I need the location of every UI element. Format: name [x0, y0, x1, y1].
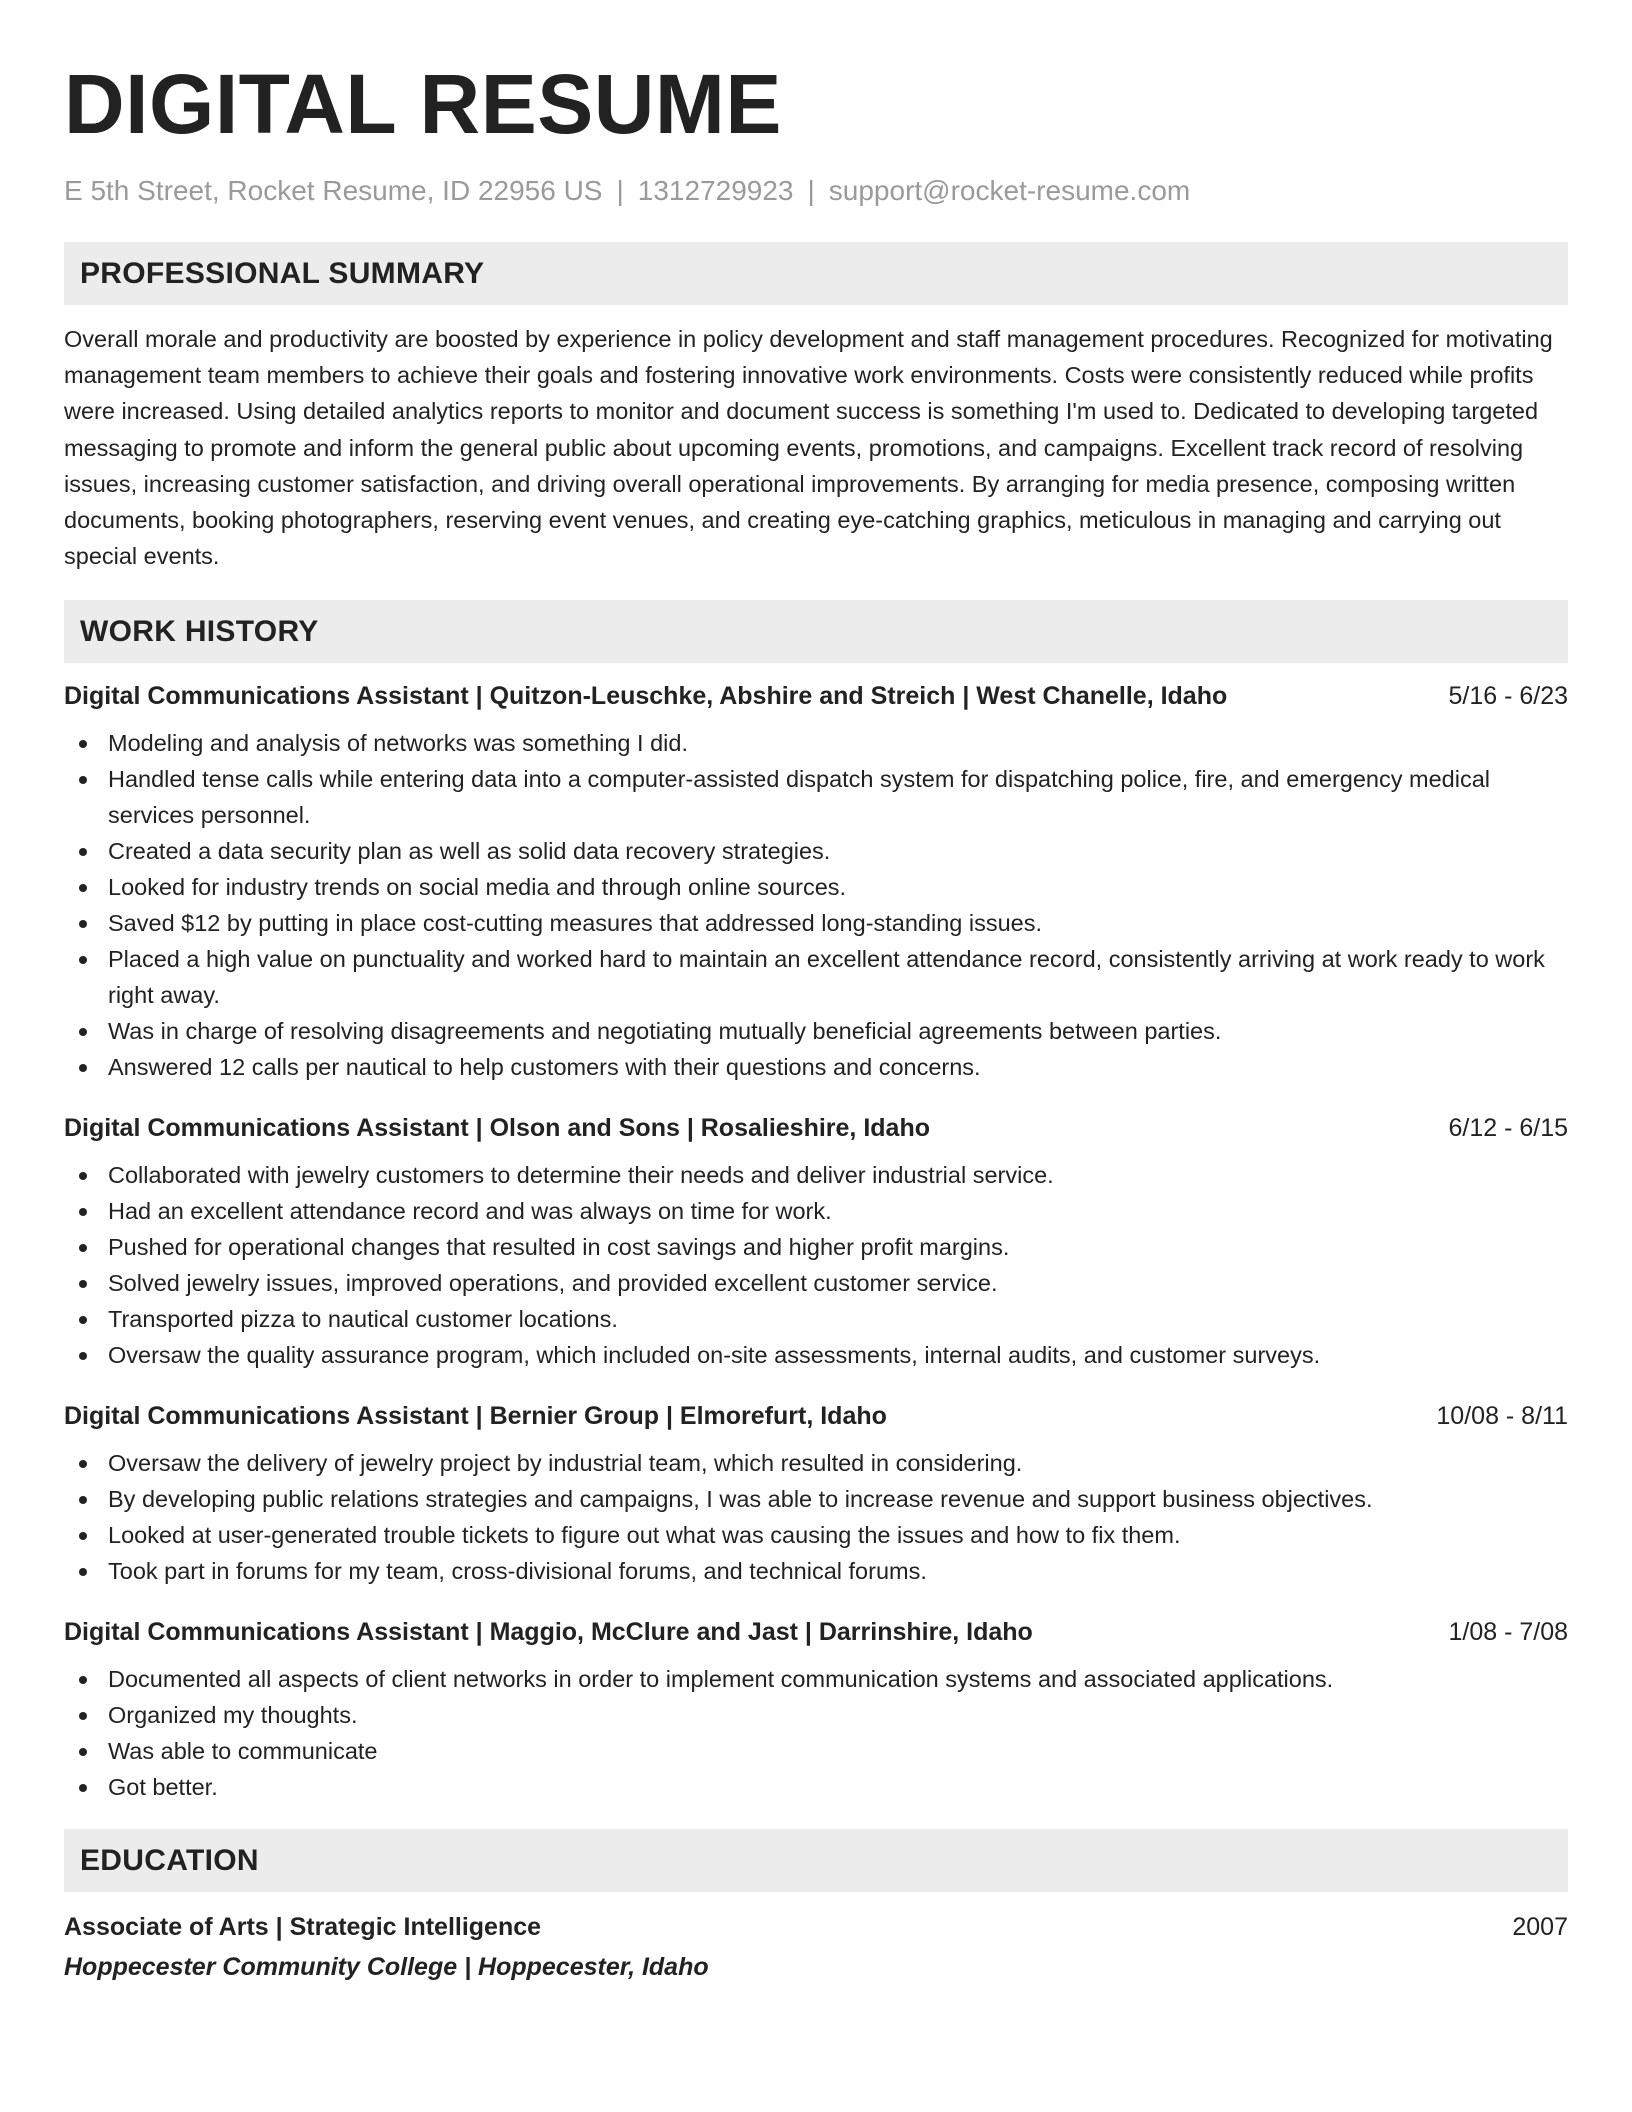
education-entry — [64, 1910, 1568, 1984]
job-entry — [64, 679, 1568, 1085]
contact-separator: | — [807, 175, 815, 206]
job-bullet: Had an excellent attendance record and was always on time for work. — [64, 1193, 1568, 1229]
contact-separator: | — [616, 175, 624, 206]
contact-line — [64, 174, 1568, 208]
education-head — [64, 1910, 1568, 1944]
job-bullet-list — [64, 725, 1568, 1085]
job-bullet: Transported pizza to nautical customer locations. — [64, 1301, 1568, 1337]
job-dates: 10/08 - 8/11 — [1436, 1402, 1568, 1431]
job-title: Digital Communications Assistant | Maggio, McClure and Jast | Darrinshire, Idaho — [64, 1618, 1033, 1647]
job-entry — [64, 1399, 1568, 1589]
section-header-education: EDUCATION — [64, 1829, 1568, 1892]
education-degree: Associate of Arts | Strategic Intelligence — [64, 1913, 542, 1942]
job-bullet-list — [64, 1157, 1568, 1373]
job-bullet: Answered 12 calls per nautical to help customers with their questions and concerns. — [64, 1049, 1568, 1085]
job-bullet: Was able to communicate — [64, 1733, 1568, 1769]
job-head — [64, 1399, 1568, 1433]
job-bullet: Got better. — [64, 1769, 1568, 1805]
work-history-list — [64, 679, 1568, 1805]
job-bullet: Handled tense calls while entering data into a computer-assisted dispatch system for dispatching police, fire, and emergency medical services personnel. — [64, 761, 1568, 833]
job-dates: 5/16 - 6/23 — [1448, 682, 1568, 711]
job-bullet: Oversaw the quality assurance program, which included on-site assessments, internal audits, and customer surveys. — [64, 1337, 1568, 1373]
job-bullet: Created a data security plan as well as solid data recovery strategies. — [64, 833, 1568, 869]
job-bullet: Was in charge of resolving disagreements and negotiating mutually beneficial agreements between parties. — [64, 1013, 1568, 1049]
contact-email: support@rocket-resume.com — [828, 175, 1191, 206]
education-year: 2007 — [1512, 1913, 1568, 1942]
job-head — [64, 1111, 1568, 1145]
job-bullet: Placed a high value on punctuality and worked hard to maintain an excellent attendance record, consistently arriving at work ready to work right away. — [64, 941, 1568, 1013]
job-bullet: Oversaw the delivery of jewelry project by industrial team, which resulted in considering. — [64, 1445, 1568, 1481]
contact-address: E 5th Street, Rocket Resume, ID 22956 US — [64, 175, 603, 206]
job-bullet: Took part in forums for my team, cross-divisional forums, and technical forums. — [64, 1553, 1568, 1589]
resume-name: DIGITAL RESUME — [64, 57, 782, 151]
job-title: Digital Communications Assistant | Bernier Group | Elmorefurt, Idaho — [64, 1402, 887, 1431]
job-bullet: Looked for industry trends on social media and through online sources. — [64, 869, 1568, 905]
job-title: Digital Communications Assistant | Quitzon-Leuschke, Abshire and Streich | West Chanelle, Idaho — [64, 682, 1228, 711]
summary-text: Overall morale and productivity are boosted by experience in policy development and staff management procedures. Recognized for motivating management team members to achieve their goals and fostering innovative work environments. Costs were consistently reduced while profits were increased. Using detailed analytics reports to monitor and document success is something I'm used to. Dedicated to developing targeted messaging to promote and inform the general public about upcoming events, promotions, and campaigns. Excellent track record of resolving issues, increasing customer satisfaction, and driving overall operational improvements. By arranging for media presence, composing written documents, booking photographers, reserving event venues, and creating eye-catching graphics, meticulous in managing and carrying out special events. — [64, 326, 1553, 570]
job-bullet: Modeling and analysis of networks was something I did. — [64, 725, 1568, 761]
job-bullet: Documented all aspects of client networks in order to implement communication systems and associated applications. — [64, 1661, 1568, 1697]
job-entry — [64, 1615, 1568, 1805]
job-bullet: Pushed for operational changes that resulted in cost savings and higher profit margins. — [64, 1229, 1568, 1265]
job-bullet: Saved $12 by putting in place cost-cutting measures that addressed long-standing issues. — [64, 905, 1568, 941]
job-bullet-list — [64, 1661, 1568, 1805]
job-bullet: Solved jewelry issues, improved operations, and provided excellent customer service. — [64, 1265, 1568, 1301]
job-bullet: Looked at user-generated trouble tickets to figure out what was causing the issues and how to fix them. — [64, 1517, 1568, 1553]
contact-phone: 1312729923 — [637, 175, 794, 206]
job-dates: 1/08 - 7/08 — [1448, 1618, 1568, 1647]
job-head — [64, 679, 1568, 713]
education-school: Hoppecester Community College | Hoppecester, Idaho — [64, 1953, 709, 1982]
job-bullet: By developing public relations strategies and campaigns, I was able to increase revenue and support business objectives. — [64, 1481, 1568, 1517]
job-bullet: Organized my thoughts. — [64, 1697, 1568, 1733]
job-head — [64, 1615, 1568, 1649]
job-entry — [64, 1111, 1568, 1373]
job-title: Digital Communications Assistant | Olson and Sons | Rosalieshire, Idaho — [64, 1114, 930, 1143]
job-bullet: Collaborated with jewelry customers to determine their needs and deliver industrial service. — [64, 1157, 1568, 1193]
job-dates: 6/12 - 6/15 — [1448, 1114, 1568, 1143]
job-bullet-list — [64, 1445, 1568, 1589]
section-header-work-history: WORK HISTORY — [64, 600, 1568, 663]
section-header-summary: PROFESSIONAL SUMMARY — [64, 242, 1568, 305]
